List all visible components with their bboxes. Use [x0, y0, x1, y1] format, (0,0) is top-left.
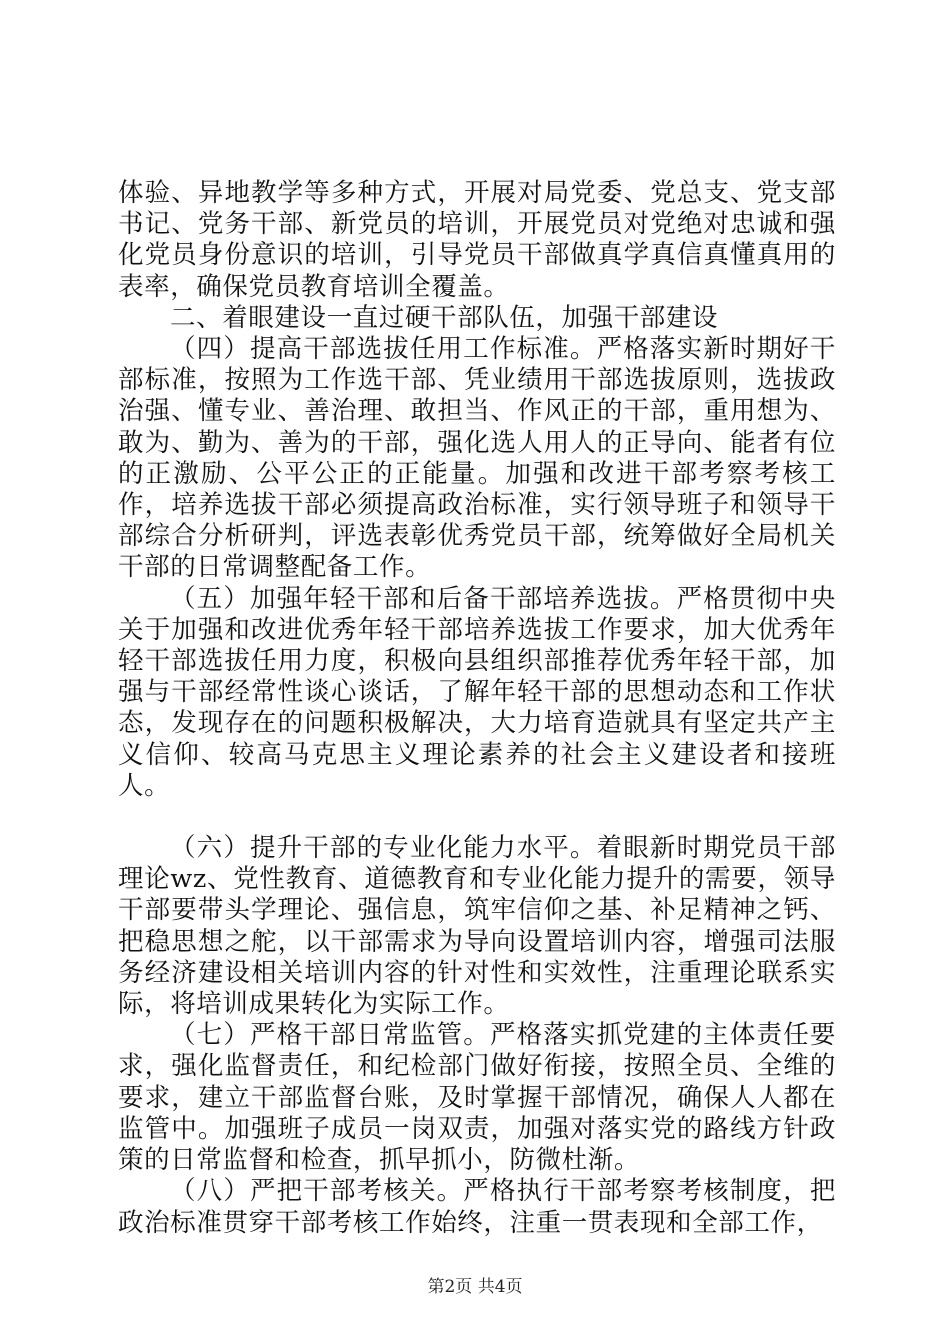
document-body: [118, 178, 836, 1239]
paragraph-7: （七）严格干部日常监管。严格落实抓党建的主体责任要求，强化监督责任，和纪检部门做好衔接，按照全员、全维的要求，建立干部监督台账，及时掌握干部情况，确保人人都在监管中。加强班子成员一岗双责，加强对落实党的路线方针政策的日常监督和检查，抓早抓小，防微杜渐。: [118, 1020, 836, 1176]
page-number-footer: 第2页 共4页: [427, 1277, 523, 1297]
paragraph-continuation: 体验、异地教学等多种方式，开展对局党委、党总支、党支部书记、党务干部、新党员的培训，开展党员对党绝对忠诚和强化党员身份意识的培训，引导党员干部做真学真信真懂真用的表率，确保党员教育培训全覆盖。: [118, 178, 836, 302]
paragraph-5: （五）加强年轻干部和后备干部培养选拔。严格贯彻中央关于加强和改进优秀年轻干部培养选拔工作要求，加大优秀年轻干部选拔任用力度，积极向县组织部推荐优秀年轻干部，加强与干部经常性谈心谈话，了解年轻干部的思想动态和工作状态，发现存在的问题积极解决，大力培育造就具有坚定共产主义信仰、较高马克思主义理论素养的社会主义建设者和接班人。: [118, 583, 836, 801]
section-heading: 二、着眼建设一直过硬干部队伍，加强干部建设: [170, 302, 719, 333]
paragraph-8: （八）严把干部考核关。严格执行干部考察考核制度，把政治标准贯穿干部考核工作始终，注重一贯表现和全部工作，: [118, 1176, 836, 1238]
paragraph-6: （六）提升干部的专业化能力水平。着眼新时期党员干部理论wz、党性教育、道德教育和专业化能力提升的需要，领导干部要带头学理论、强信息，筑牢信仰之基、补足精神之钙、把稳思想之舵，以干部需求为导向设置培训内容，增强司法服务经济建设相关培训内容的针对性和实效性，注重理论联系实际，将培训成果转化为实际工作。: [118, 833, 836, 1020]
paragraph-4: （四）提高干部选拔任用工作标准。严格落实新时期好干部标准，按照为工作选干部、凭业绩用干部选拔原则，选拔政治强、懂专业、善治理、敢担当、作风正的干部，重用想为、敢为、勤为、善为的干部，强化选人用人的正导向、能者有位的正激励、公平公正的正能量。加强和改进干部考察考核工作，培养选拔干部必须提高政治标准，实行领导班子和领导干部综合分析研判，评选表彰优秀党员干部，统筹做好全局机关干部的日常调整配备工作。: [118, 334, 836, 583]
